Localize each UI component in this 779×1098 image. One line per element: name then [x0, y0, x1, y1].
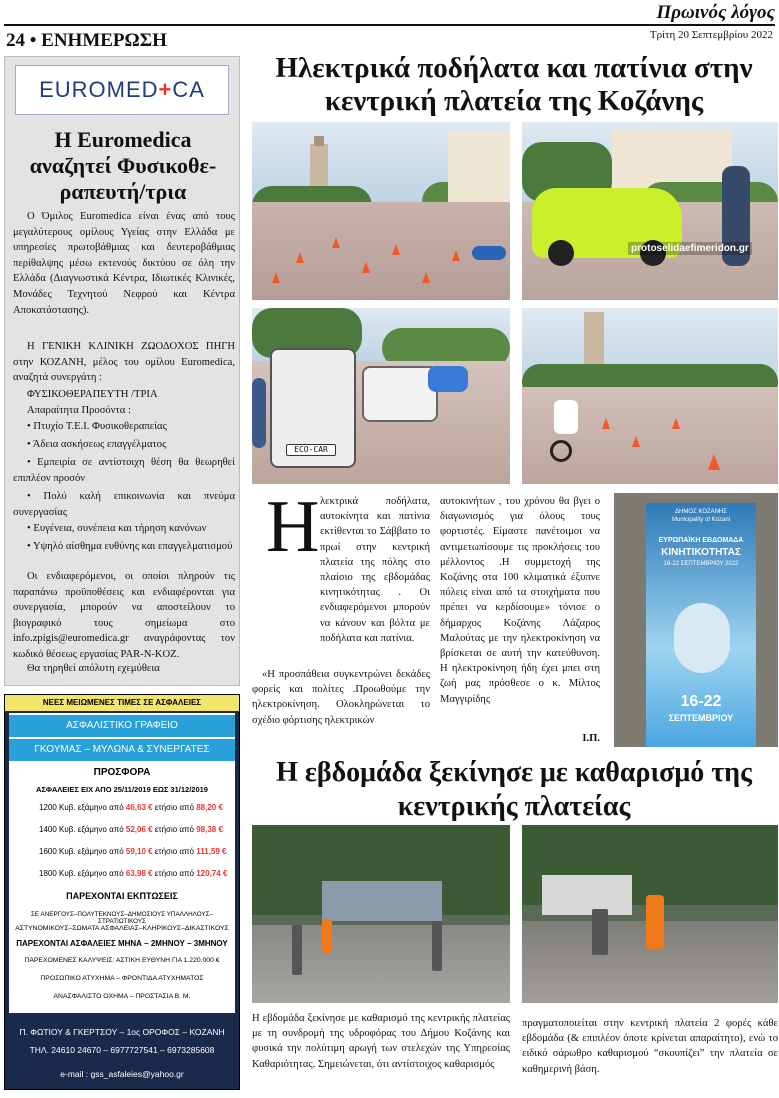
ad-requirement: • Πτυχίο Τ.Ε.Ι. Φυσικοθεραπείας: [27, 421, 167, 432]
offer-period: ΑΣΦΑΛΕΙΕΣ ΕΙΧ ΑΠΟ 25/11/2019 ΕΩΣ 31/12/2019: [36, 785, 208, 794]
ad-requirement: • Ευγένεια, συνέπεια και τήρηση κανόνων: [27, 523, 207, 534]
price-row: 1800 Κυβ. εξάμηνο από 63,98 € ετήσιο από 120,74 €: [39, 869, 228, 878]
euromedica-logo: EUROMED+CA: [15, 65, 229, 115]
ad-paragraph: Οι ενδιαφερόμενοι, οι οποίοι πληρούν τις παραπάνω προϋποθέσεις και ενδιαφέρονται για συνεργασία, μπορούν να αποστείλουν το βιογραφικό τους σημείωμα στο info.zpigis@euromedica.gr αναγράφοντας τον κωδικό θέσεως εργασίας PAR-N-KOZ.: [13, 571, 235, 660]
photo-cleaning-1: [252, 825, 510, 1003]
offer-title: ΠΡΟΣΦΟΡΑ: [93, 767, 151, 778]
photo-square-cones: [252, 122, 510, 300]
ad-requirement: • Υψηλό αίσθημα ευθύνης και επαγγελματισμού: [27, 541, 233, 552]
ad-requirements-title: Απαραίτητα Προσόντα :: [27, 405, 131, 416]
article-text: πραγματοποιείται στην κεντρική πλατεία 2 φορές κάθε εβδομάδα (& επιπλέον όποτε κρίνεται απαραίτητο), ενώ το ειδικό σάρωθρο καθαρισμού “σκουπίζει” την πλατεία σε καθημερινή βάση.: [522, 1018, 778, 1075]
discounts-list: ΑΣΤΥΝΟΜΙΚΟΥΣ–ΣΩΜΑΤΑ ΑΣΦΑΛΕΙΑΣ–ΚΛΗΡΙΚΟΥΣ–ΔΙΚΑΣΤΙΚΟΥΣ: [15, 925, 229, 932]
photo-eco-cars: [252, 308, 510, 484]
article-text: αυτοκινήτων , του χρόνου θα βγει ο διαγωνισμός για όλους τους φορτιστές. Είμαστε πανέτοιμοι να αντιμετωπίσουμε τις προκλήσεις του μέλλοντος .Η συμμετοχή της Κοζάνης στα 100 κλιματικά έξυπνε πόλεις είναι από τα στοιχήματα που πρέπει να κερδίσουμε» τόνισε ο δήμαρχος Κοζάνης Λάζαρος Μαλούτας με την ηλεκτροκίνηση να βρίσκεται σε αυτή την κατεύθυνση. Η ηλεκτροκίνηση ήδη έχει μπει στη ζωή μας πρόσθεσε ο κ. Μίλτος Μαγγιρίδης: [440, 496, 600, 705]
article-headline: Η εβδομάδα ξεκίνησε με καθαρισμό της κεντρικής πλατείας: [276, 757, 752, 822]
ad-confidentiality: Θα τηρηθεί απόλυτη εχεμύθεια: [27, 663, 160, 674]
coverage: ΠΑΡΕΧΟΜΕΝΕΣ ΚΑΛΥΨΕΙΣ: ΑΣΤΙΚΗ ΕΥΘΥΝΗ ΓΙΑ 1.220.000 €: [24, 957, 220, 964]
issue-date: Τρίτη 20 Σεπτεμβρίου 2022: [649, 29, 773, 41]
coverage: ΠΡΟΣΩΠΙΚΟ ΑΤΥΧΗΜΑ – ΦΡΟΝΤΙΔΑ ΑΤΥΧΗΜΑΤΟΣ: [40, 975, 204, 982]
ad-paragraph: Ο Όμιλος Euromedica είναι ένας από τους μεγαλύτερους ομίλους Υγείας στην Ελλάδα με υπηρεσίες πρωτοβάθμιας και δευτεροβάθμιας περίθαλψης μέσω εκτενούς δικτύου σε όλη την Ελλάδα (Διαγνωστικά Κέντρα, Ιδιωτικές Κλινικές, Μονάδες Τεχνητού Νεφρού και Κέντρα Αποκατάστασης).: [13, 211, 235, 316]
insurance-top-bar: ΝΕΕΣ ΜΕΙΩΜΕΝΕΣ ΤΙΜΕΣ ΣΕ ΑΣΦΑΛΕΙΕΣ: [5, 695, 239, 711]
signature: Ι.Π.: [582, 733, 600, 744]
insurance-phones: ΤΗΛ. 24610 24670 – 6977727541 – 6973285608: [29, 1045, 215, 1055]
article-text: «Η προσπάθεια συγκεντρώνει δεκάδες φορείς και πολίτες .Προωθούμε την ηλεκτροκίνηση. Ολοκληρώνεται το σχέδιο φόρτισης ηλεκτρικών: [252, 669, 430, 726]
price-row: 1600 Κυβ. εξάμηνο από 59,10 € ετήσιο από 111,59 €: [39, 847, 227, 856]
insurance-email: e-mail : gss_asfaleies@yahoo.gr: [60, 1069, 184, 1079]
insurance-ad-body: [9, 713, 235, 1013]
masthead: Πρωινός λόγος: [656, 2, 775, 23]
photo-cleaning-2: [522, 825, 778, 1003]
discounts-list: ΣΕ ΑΝΕΡΓΟΥΣ–ΠΟΛΥΤΕΚΝΟΥΣ–ΔΗΜΟΣΙΟΥΣ ΥΠΑΛΛΗΛΟΥΣ–ΣΤΡΑΤΙΩΤΙΚΟΥΣ: [31, 911, 213, 925]
discounts-title: ΠΑΡΕΧΟΝΤΑΙ ΕΚΠΤΩΣΕΙΣ: [66, 891, 178, 901]
monthly-insurance: ΠΑΡΕΧΟΝΤΑΙ ΑΣΦΑΛΕΙΕΣ ΜΗΝΑ – 2ΜΗΝΟΥ – 3ΜΗΝΟΥ: [16, 939, 228, 948]
ad-requirement: • Άδεια ασκήσεως επαγγέλματος: [27, 439, 167, 450]
price-row: 1400 Κυβ. εξάμηνο από 52,06 € ετήσιο από 98,38 €: [39, 825, 223, 834]
insurance-address: Π. ΦΩΤΙΟΥ & ΓΚΕΡΤΣΟΥ – 1ος ΟΡΟΦΟΣ – ΚΟΖΑΝΗ: [19, 1027, 225, 1037]
car-plate: ECO-CAR: [286, 444, 336, 456]
drop-cap: Η: [266, 486, 320, 568]
section-title: 24 • ΕΝΗΜΕΡΩΣΗ: [6, 30, 167, 51]
watermark: protoselidaefimeridon.gr: [628, 242, 752, 255]
euromedica-ad: [4, 56, 240, 686]
article-text-intro: λεκτρικά ποδήλατα, αυτοκίνητα και πατίνια εκτίθενται το Σάββατο το πρωί στην κεντρική πλατεία της πόλης στο πλαίσιο της εβδομάδας κινητικότητας . Οι ενδιαφερόμενοι μπορούν να κάνουν και βόλτα με ποδήλατα και πατίνια.: [320, 496, 430, 644]
price-row: 1200 Κυβ. εξάμηνο από 46,63 € ετήσιο από 88,20 €: [39, 803, 223, 812]
article-headline: Ηλεκτρικά ποδήλατα και πατίνια στην κεντρική πλατεία της Κοζάνης: [275, 52, 753, 117]
ad-paragraph: Η ΓΕΝΙΚΗ ΚΛΙΝΙΚΗ ΖΩΟΔΟΧΟΣ ΠΗΓΗ στην ΚΟΖΑΝΗ, μέλος του ομίλου Euromedica, αναζητά συνεργάτη :: [13, 341, 235, 384]
ad-requirement: • Πολύ καλή επικοινωνία και πνεύμα συνεργασίας: [13, 491, 235, 518]
photo-yellow-car: [522, 122, 778, 300]
photo-mobility-banner: ΔΗΜΟΣ ΚΟΖΑΝΗΣ Municipality of Kozani ΕΥΡΩΠΑΪΚΗ ΕΒΔΟΜΑΔΑ ΚΙΝΗΤΙΚΟΤΗΤΑΣ 16-22 ΣΕΠΤΕΜΒΡΙΟΥ 2022 16-22 ΣΕΠΤΕΜΒΡΙΟΥ: [614, 493, 778, 747]
insurance-office: ΑΣΦΑΛΙΣΤΙΚΟ ΓΡΑΦΕΙΟ: [9, 715, 235, 737]
ad-position: ΦΥΣΙΚΟΘΕΡΑΠΕΥΤΗ /ΤΡΙΑ: [27, 389, 158, 400]
page-header: [4, 24, 775, 52]
article-text: Η εβδομάδα ξεκίνησε με καθαρισμό της κεντρικής πλατείας με τη συνδρομή της υδροφόρας του Δήμου Κοζάνης και φυσικά την πολύτιμη αρωγή των στελεχών της Υπηρεσίας Καθαριότητας. Σημειώνεται, ότι αντίστοιχος καθαρισμός: [252, 1013, 510, 1070]
photo-bike-rider: [522, 308, 778, 484]
insurance-ad: [4, 694, 240, 1090]
insurance-names: ΓΚΟΥΜΑΣ – ΜΥΛΩΝΑ & ΣΥΝΕΡΓΑΤΕΣ: [9, 739, 235, 761]
coverage: ΑΝΑΣΦΑΛΙΣΤΟ ΟΧΗΜΑ – ΠΡΟΣΤΑΣΙΑ Β. Μ.: [53, 993, 191, 1000]
ad-requirement: • Εμπειρία σε αντίστοιχη θέση θα θεωρηθεί επιπλέον προσόν: [13, 457, 235, 484]
ad-title: Η Euromedica αναζητεί Φυσικοθε-ραπευτή/τρια: [29, 127, 217, 204]
